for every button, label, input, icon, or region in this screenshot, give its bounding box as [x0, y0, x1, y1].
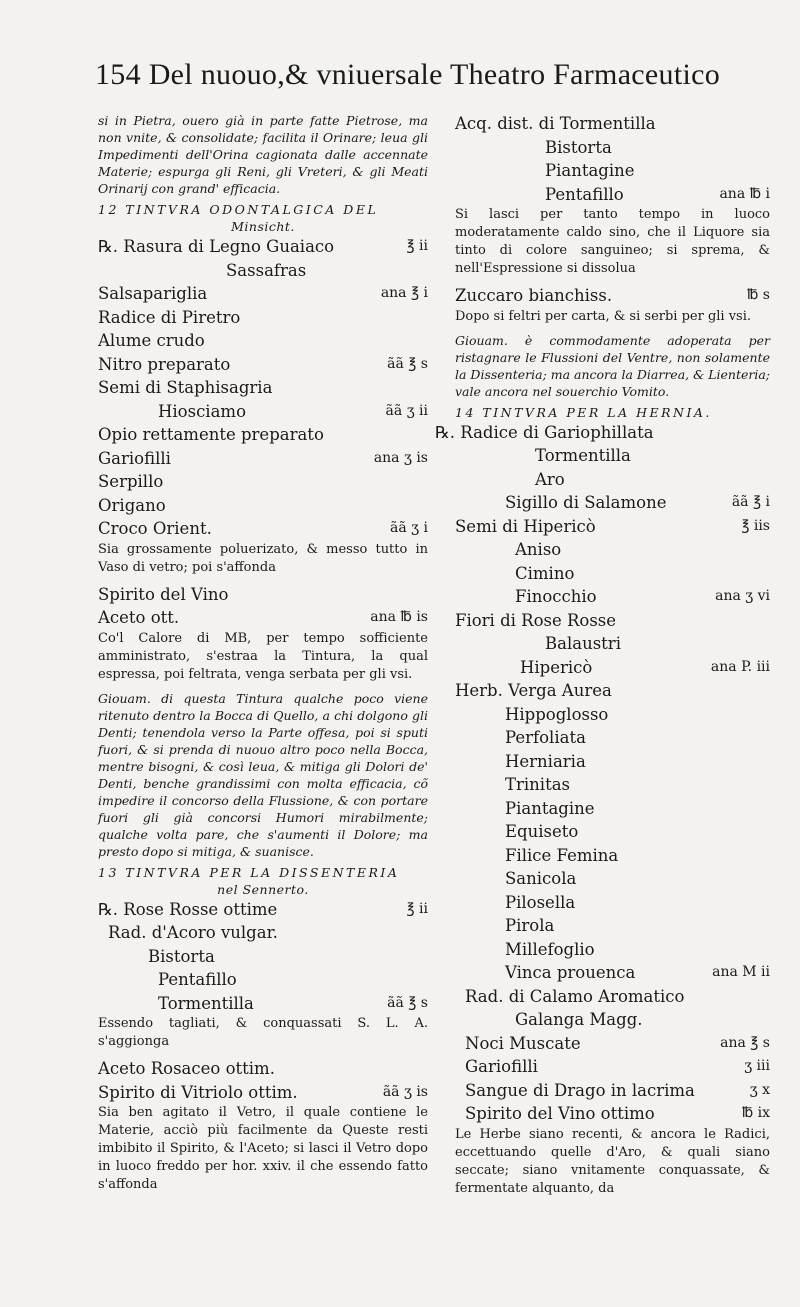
- ingredient-name: Hiosciamo: [158, 401, 247, 421]
- ingredient-row: [98, 447, 428, 471]
- ingredient-row: [455, 679, 770, 703]
- ingredient-row: [98, 606, 428, 630]
- ingredient-name: Hippoglosso: [505, 704, 609, 724]
- ingredient-row: [455, 1102, 770, 1126]
- commentary-paragraph: Giouam. di questa Tintura qualche poco viene ritenuto dentro la Bocca di Quello, a chi dolgono gli Denti; tenendola verso la Parte offesa, poi si sputi fuori, & si prenda di nuouo altro poco nella Bocca, mentre bisogni, & così leua, & mitiga gli Dolori de' Denti, benche grandissimi con molta efficacia, cõ impedire il concorso della Flussione, & con portare fuori gli già concorsi Humori mirabilmente; qualche volta pare, che s'aumenti il Dolore; ma presto dopo si mitiga, & suanisce.: [98, 690, 428, 859]
- ingredient-name: ℞. Radice di Gariophillata: [435, 422, 654, 442]
- ingredient-name: Balaustri: [545, 634, 621, 653]
- ingredient-quantity: ℔ ix: [741, 1105, 770, 1121]
- ingredient-row: [98, 470, 428, 494]
- ingredient-row: [455, 515, 770, 539]
- left-column: [98, 112, 428, 1194]
- ingredient-quantity: ana P. iii: [710, 658, 770, 675]
- ingredient-name: Gariofilli: [465, 1057, 538, 1076]
- ingredient-row: [98, 992, 428, 1016]
- ingredient-name: Galanga Magg.: [515, 1010, 643, 1029]
- ingredient-name: Origano: [98, 495, 166, 515]
- ingredient-row: [455, 1055, 770, 1079]
- ingredient-name: Fiori di Rose Rosse: [455, 610, 617, 630]
- ingredient-name: ℞. Rasura di Legno Guaiaco: [98, 237, 335, 256]
- ingredient-quantity: ℥ iis: [741, 517, 770, 534]
- ingredient-name: Equiseto: [505, 822, 579, 841]
- ingredient-name: Spirito del Vino: [98, 584, 229, 604]
- ingredient-name: Rad. di Calamo Aromatico: [465, 986, 685, 1006]
- paragraph: Sia grossamente poluerizato, & messo tutto in Vaso di vetro; poi s'affonda: [98, 541, 428, 575]
- ingredient-row: [455, 867, 770, 891]
- ingredient-row: [455, 914, 770, 938]
- ingredient-name: Aro: [535, 469, 565, 489]
- ingredient-quantity: ʒ x: [749, 1081, 770, 1098]
- ingredient-name: Millefoglio: [505, 939, 595, 959]
- ingredient-row: [455, 562, 770, 586]
- ingredient-row: [455, 1079, 770, 1103]
- ingredient-quantity: ãã ʒ ii: [385, 402, 428, 419]
- ingredient-name: Semi di Staphisagria: [98, 378, 273, 397]
- ingredient-row: [455, 585, 770, 609]
- ingredient-row: [455, 820, 770, 844]
- ingredient-name: Zuccaro bianchiss.: [455, 286, 613, 305]
- ingredient-name: Bistorta: [148, 946, 215, 966]
- section-13-heading: 13 TINTVRA PER LA DISSENTERIA nel Sennerto.: [98, 864, 400, 897]
- paragraph: Co'l Calore di MB, per tempo sofficiente amministrato, s'estraa la Tintura, la qual espressa, poi feltrata, venga serbata per gli vsi.: [98, 630, 428, 682]
- recipe-list: [455, 284, 770, 308]
- ingredient-quantity: ana ℥ i: [380, 285, 428, 301]
- ingredient-name: Herb. Verga Aurea: [455, 681, 612, 700]
- ingredient-name: Croco Orient.: [98, 519, 212, 538]
- ingredient-row: [98, 353, 428, 377]
- ingredient-name: Filice Femina: [505, 845, 619, 865]
- ingredient-row: [98, 423, 428, 447]
- ingredient-name: Spirito di Vitriolo ottim.: [98, 1082, 298, 1102]
- paragraph: Essendo tagliati, & conquassati S. L. A. s'aggionga: [98, 1016, 428, 1049]
- ingredient-row: [455, 1008, 770, 1032]
- ingredient-quantity: ana ℔ i: [719, 185, 770, 202]
- ingredient-quantity: ãã ℥ i: [731, 494, 770, 510]
- ingredient-name: Noci Muscate: [465, 1033, 581, 1053]
- ingredient-row: [455, 136, 770, 160]
- ingredient-name: Hipericò: [520, 657, 593, 677]
- ingredient-name: Spirito del Vino ottimo: [465, 1104, 655, 1123]
- ingredient-name: Trinitas: [505, 775, 571, 794]
- ingredient-row: [455, 891, 770, 915]
- ingredient-name: Pirola: [505, 916, 555, 935]
- ingredient-name: Perfoliata: [505, 728, 586, 747]
- ingredient-row: [98, 968, 428, 992]
- ingredient-name: Sangue di Drago in lacrima: [465, 1080, 695, 1100]
- recipe-list: [455, 112, 770, 206]
- ingredient-name: Herniaria: [505, 751, 586, 771]
- ingredient-row: [98, 259, 428, 283]
- ingredient-row: [455, 468, 770, 492]
- ingredient-row: [455, 985, 770, 1009]
- ingredient-name: Tormentilla: [158, 993, 254, 1013]
- ingredient-name: ℞. Rose Rosse ottime: [98, 899, 278, 919]
- recipe-list: [98, 1057, 428, 1104]
- recipe-list: [98, 235, 428, 541]
- intro-paragraph: si in Pietra, ouero già in parte fatte Pietrose, ma non vnite, & consolidate; facilita il Orinare; leua gli Impedimenti dell'Orina cagionata dalle accennate Materie; espurga gli Reni, gli Vreteri, & gli Meati Orinarij con grand' efficacia.: [98, 113, 428, 196]
- ingredient-name: Gariofilli: [98, 448, 171, 468]
- ingredient-row: [98, 306, 428, 330]
- recipe-list: [98, 898, 428, 1016]
- ingredient-name: Salsapariglia: [98, 284, 208, 303]
- ingredient-name: Piantagine: [545, 161, 635, 180]
- ingredient-name: Alume crudo: [98, 331, 205, 350]
- ingredient-row: [98, 517, 428, 541]
- paragraph: Si lasci per tanto tempo in luoco moderatamente caldo sino, che il Liquore sia tinto di colore sanguineo; si sprema, & nell'Espressione si dissolua: [455, 207, 770, 276]
- ingredient-quantity: ℥ ii: [406, 900, 428, 917]
- ingredient-row: [455, 609, 770, 633]
- right-column: [435, 112, 771, 1198]
- ingredient-name: Tormentilla: [535, 446, 631, 465]
- ingredient-name: Aniso: [515, 540, 562, 559]
- ingredient-row: [455, 538, 770, 562]
- ingredient-row: [98, 282, 428, 306]
- ingredient-row: [455, 112, 770, 136]
- ingredient-quantity: ana M ii: [712, 964, 770, 980]
- ingredient-row: [455, 703, 770, 727]
- ingredient-row: [98, 1081, 428, 1105]
- ingredient-name: Bistorta: [545, 137, 612, 157]
- ingredient-name: Pentafillo: [545, 184, 624, 204]
- ingredient-row: [98, 583, 428, 607]
- ingredient-row: [98, 376, 428, 400]
- ingredient-name: Acq. dist. di Tormentilla: [455, 114, 656, 133]
- ingredient-row: [98, 1057, 428, 1081]
- ingredient-quantity: ℥ ii: [406, 238, 428, 254]
- ingredient-quantity: ℔ s: [746, 287, 770, 303]
- ingredient-row: [455, 632, 770, 656]
- ingredient-row: [455, 844, 770, 868]
- ingredient-name: Rad. d'Acoro vulgar.: [108, 923, 278, 942]
- ingredient-row: [98, 898, 428, 922]
- recipe-list: [98, 583, 428, 630]
- ingredient-name: Finocchio: [515, 587, 597, 606]
- section-14-heading: 14 TINTVRA PER LA HERNIA.: [455, 404, 712, 420]
- ingredient-name: Sigillo di Salamone: [505, 493, 667, 512]
- ingredient-quantity: ãã ʒ is: [382, 1083, 428, 1100]
- ingredient-quantity: ãã ℥ s: [387, 994, 428, 1011]
- ingredient-row: [455, 961, 770, 985]
- ingredient-name: Radice di Piretro: [98, 307, 241, 327]
- section-12-heading: 12 TINTVRA ODONTALGICA DEL Minsicht.: [98, 202, 379, 234]
- ingredient-row: [455, 284, 770, 308]
- ingredient-name: Opio rettamente preparato: [98, 425, 324, 444]
- ingredient-quantity: ana ʒ is: [373, 449, 428, 466]
- paragraph: Dopo si feltri per carta, & si serbi per gli vsi.: [455, 308, 752, 324]
- ingredient-name: Sanicola: [505, 869, 577, 888]
- ingredient-row: [455, 938, 770, 962]
- ingredient-quantity: ãã ʒ i: [390, 520, 428, 536]
- ingredient-name: Semi di Hipericò: [455, 516, 596, 536]
- ingredient-row: [435, 421, 770, 445]
- ingredient-name: Pentafillo: [158, 970, 237, 989]
- ingredient-name: Cimino: [515, 563, 575, 583]
- ingredient-quantity: ana ℥ s: [720, 1034, 770, 1051]
- ingredient-row: [455, 773, 770, 797]
- ingredient-name: Serpillo: [98, 472, 164, 491]
- ingredient-row: [98, 945, 428, 969]
- ingredient-row: [98, 235, 428, 259]
- ingredient-row: [455, 797, 770, 821]
- ingredient-row: [455, 183, 770, 207]
- ingredient-name: Aceto ott.: [98, 608, 180, 627]
- ingredient-quantity: ãã ℥ s: [387, 355, 428, 372]
- ingredient-quantity: ana ℔ is: [370, 609, 428, 625]
- ingredient-name: Piantagine: [505, 798, 595, 818]
- paragraph: Le Herbe siano recenti, & ancora le Radici, eccettuando quelle d'Aro, & quali siano seccate; siano vnitamente conquassate, & fermentate alquanto, da: [455, 1126, 770, 1196]
- ingredient-row: [455, 159, 770, 183]
- ingredient-row: [98, 329, 428, 353]
- ingredient-quantity: ʒ iii: [744, 1058, 770, 1074]
- ingredient-name: Vinca prouenca: [505, 963, 636, 982]
- ingredient-name: Nitro preparato: [98, 354, 231, 374]
- ingredient-row: [455, 656, 770, 680]
- ingredient-row: [455, 726, 770, 750]
- ingredient-name: Sassafras: [226, 260, 307, 280]
- ingredient-row: [98, 400, 428, 424]
- paragraph: Sia ben agitato il Vetro, il quale contiene le Materie, acciò più facilmente da Queste resti imbibito il Spirito, & l'Aceto; si lasci il Vetro dopo in luoco freddo per hor. xxiv. il che essendo fatto s'affonda: [98, 1105, 428, 1192]
- ingredient-row: [98, 494, 428, 518]
- ingredient-name: Aceto Rosaceo ottim.: [98, 1059, 275, 1078]
- ingredient-row: [455, 1032, 770, 1056]
- ingredient-row: [455, 750, 770, 774]
- ingredient-row: [455, 491, 770, 515]
- ingredient-quantity: ana ʒ vi: [715, 588, 770, 604]
- ingredient-row: [98, 921, 428, 945]
- page-header: 154 Del nuouo,& vniuersale Theatro Farmaceutico: [95, 58, 721, 91]
- ingredient-name: Pilosella: [505, 892, 576, 912]
- recipe-list: [435, 421, 770, 1126]
- commentary-paragraph: Giouam. è commodamente adoperata per ristagnare le Flussioni del Ventre, non solamente la Dissenteria; ma ancora la Diarrea, & Lienteria; vale ancora nel souerchio Vomito.: [455, 332, 771, 399]
- ingredient-row: [455, 444, 770, 468]
